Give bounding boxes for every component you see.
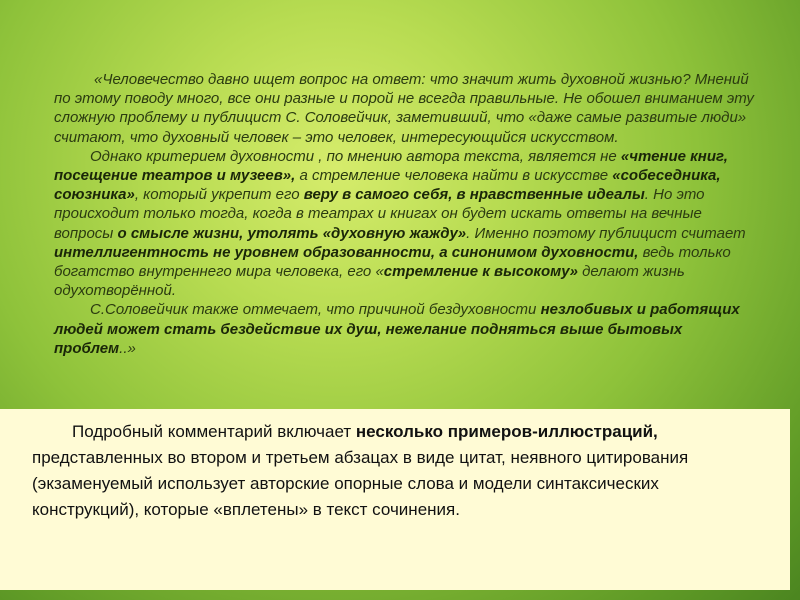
comment-box: [0, 409, 790, 590]
quote-p2-text-1: Однако критерием духовности , по мнению автора текста, является не: [90, 147, 621, 165]
quote-p2-text-6: ведь только богатство внутреннего мира человека, его «: [54, 243, 731, 281]
quote-paragraph-2: [54, 147, 754, 301]
quote-text-block: [54, 70, 754, 358]
quote-p3-text-1: С.Соловейчик также отмечает, что причиной бездуховности: [90, 301, 541, 319]
quote-p2-text-4: . Но это происходит только тогда, когда в театрах и книгах он будет искать ответы на вечные вопросы: [54, 186, 705, 242]
quote-p2-bold-2: «собеседника, союзника»: [54, 167, 721, 204]
quote-p2-bold-5: интеллигентность не уровнем образованности, а синонимом духовности,: [54, 243, 639, 261]
quote-p3-text-2: ..»: [119, 339, 136, 357]
comment-paragraph: [32, 419, 762, 523]
quote-p2-text-7: делают жизнь одухотворённой.: [54, 263, 685, 300]
comment-text-1: Подробный комментарий включает: [72, 422, 356, 441]
quote-p1-text: «Человечество давно ищет вопрос на ответ: что значит жить духовной жизнью? Мнений по этому поводу много, все они разные и порой не всегда правильные. Не обошел вниманием эту сложную проблему и публицист С. Соловейчик, заметивший, что «даже самые развитые люди» считают, что духовный человек – это человек, интересующийся искусством.: [54, 71, 754, 146]
quote-paragraph-3: [54, 300, 754, 358]
quote-p2-bold-6: стремление к высокому»: [383, 263, 578, 281]
quote-p3-bold-1: незлобивых и работящих людей может стать бездействие их душ, нежелание подняться выше бытовых проблем: [54, 301, 740, 357]
comment-bold-1: несколько примеров-иллюстраций,: [355, 422, 658, 441]
quote-p2-bold-1: «чтение книг, посещение театров и музеев»,: [54, 147, 728, 185]
quote-p2-bold-3: веру в самого себя, в нравственные идеалы: [303, 186, 645, 204]
comment-text-2: представленных во втором и третьем абзацах в виде цитат, неявного цитирования (экзаменуемый использует авторские опорные слова и модели синтаксических конструкций), которые «вплетены» в текст сочинения.: [32, 448, 689, 519]
quote-p2-text-3: , который укрепит его: [134, 186, 304, 204]
quote-p2-bold-4: о смысле жизни, утолять «духовную жажду»: [117, 224, 467, 242]
quote-p2-text-5: . Именно поэтому публицист считает: [466, 224, 746, 242]
quote-p2-text-2: а стремление человека найти в искусстве: [295, 167, 613, 185]
quote-paragraph-1: [54, 70, 754, 147]
